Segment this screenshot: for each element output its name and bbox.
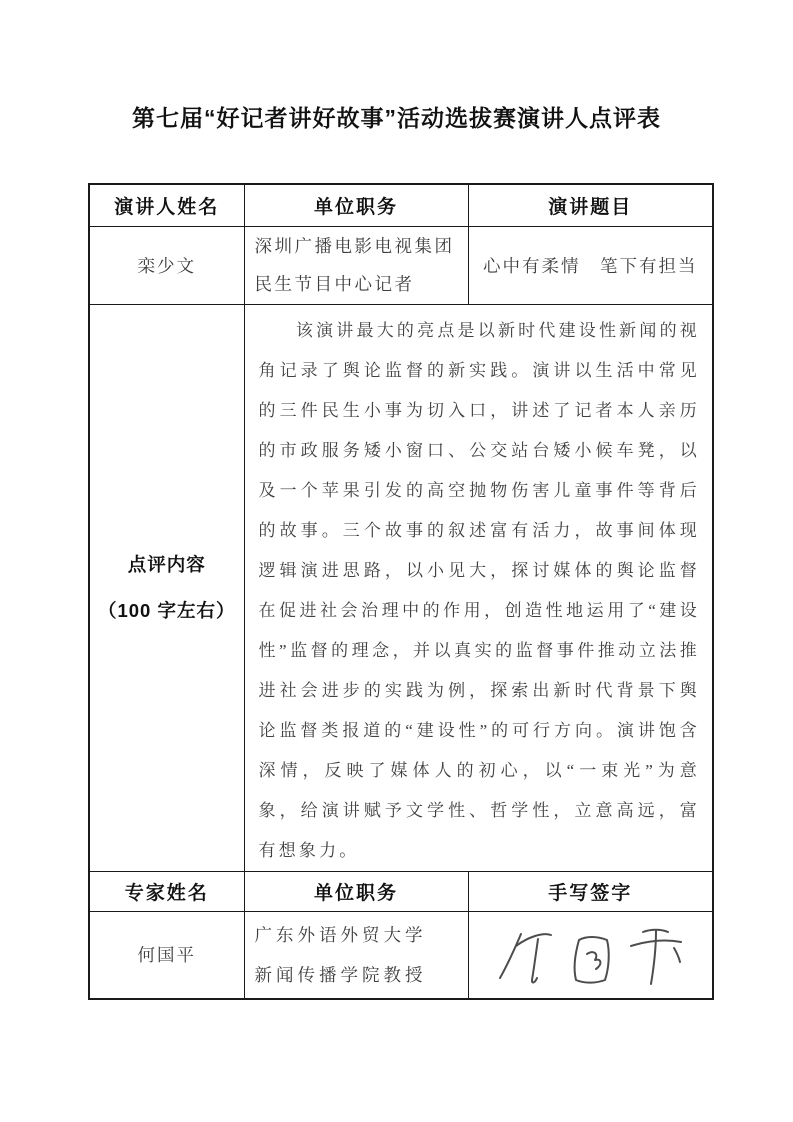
signature-text xyxy=(690,919,691,920)
speaker-name-cell: 栾少文 xyxy=(89,226,244,304)
header-expert-unit: 单位职务 xyxy=(244,871,468,911)
expert-unit-line1: 广东外语外贸大学 xyxy=(254,924,427,945)
header-speaker-name: 演讲人姓名 xyxy=(89,184,244,226)
table-row-header-expert xyxy=(89,871,713,911)
comment-text-cell xyxy=(244,304,713,871)
speaker-unit-line1: 深圳广播电影电视集团 xyxy=(254,236,455,256)
evaluation-table xyxy=(88,183,714,1000)
header-expert-name: 专家姓名 xyxy=(89,871,244,911)
table-row-expert xyxy=(89,911,713,999)
signature-cell xyxy=(468,911,713,999)
table-row-comment xyxy=(89,304,713,871)
table-row-speaker xyxy=(89,226,713,304)
header-handwritten-signature: 手写签字 xyxy=(468,871,713,911)
expert-unit-line2: 新闻传播学院教授 xyxy=(254,964,427,985)
comment-text: 该演讲最大的亮点是以新时代建设性新闻的视角记录了舆论监督的新实践。演讲以生活中常见的三件民生小事为切入口，讲述了记者本人亲历的市政服务矮小窗口、公交站台矮小候车凳，以及一个苹果引发的高空抛物伤害儿童事件等背后的故事。三个故事的叙述富有活力，故事间体现逻辑演进思路，以小见大，探讨媒体的舆论监督在促进社会治理中的作用，创造性地运用了“建设性”监督的理念，并以真实的监督事件推动立法推进社会进步的实践为例，探索出新时代背景下舆论监督类报道的“建设性”的可行方向。演讲饱含深情，反映了媒体人的初心，以“一束光”为意象，给演讲赋予文学性、哲学性，立意高远，富有想象力。 xyxy=(258,320,700,860)
expert-unit-cell xyxy=(244,911,468,999)
comment-label-line1: 点评内容 xyxy=(127,553,206,575)
header-unit-title: 单位职务 xyxy=(244,184,468,226)
handwritten-signature-icon xyxy=(490,919,690,991)
header-speech-topic: 演讲题目 xyxy=(468,184,713,226)
table-row-header-speaker xyxy=(89,184,713,226)
speaker-unit-cell xyxy=(244,226,468,304)
comment-label-line2: （100 字左右） xyxy=(97,599,236,621)
page-title: 第七届“好记者讲好故事”活动选拔赛演讲人点评表 xyxy=(132,105,661,131)
speech-topic-cell: 心中有柔情 笔下有担当 xyxy=(468,226,713,304)
expert-name-cell: 何国平 xyxy=(89,911,244,999)
comment-label-cell xyxy=(89,304,244,871)
speaker-unit-line2: 民生节目中心记者 xyxy=(254,274,415,294)
